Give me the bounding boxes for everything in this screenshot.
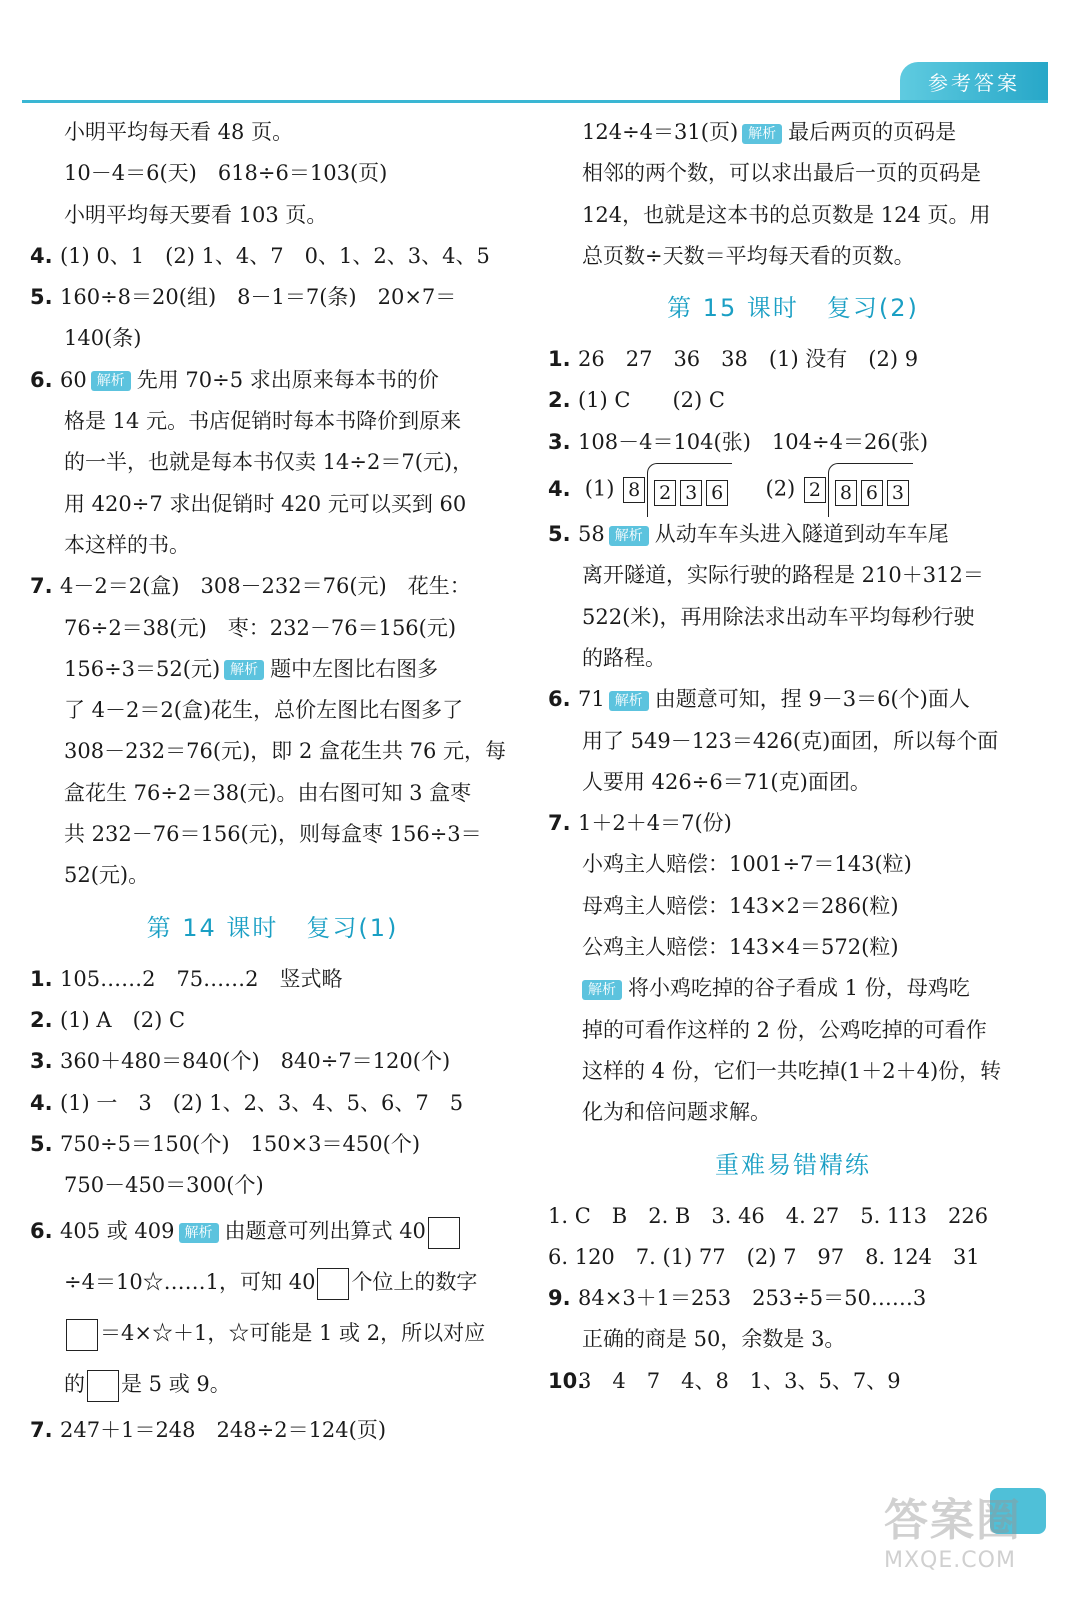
answer-text: 60 <box>60 367 87 392</box>
text-line: 140(条) <box>64 326 142 351</box>
analysis-tag: 解析 <box>609 691 649 711</box>
s14-question-5 <box>30 1124 515 1165</box>
question-number: 9. <box>548 1286 571 1311</box>
analysis-tag: 解析 <box>91 371 131 391</box>
division-bracket <box>828 463 913 517</box>
analysis-tag: 解析 <box>742 124 782 144</box>
hard-row-2: 6. 120 7. (1) 77 (2) 7 97 8. 124 31 <box>548 1244 980 1269</box>
answer-text: (1) A (2) C <box>60 1007 186 1032</box>
question-number: 10. <box>548 1368 586 1393</box>
left-column <box>30 112 515 1452</box>
answer-text: 108－4＝104(张) 104÷4＝26(张) <box>578 429 929 454</box>
question-number: 4. <box>548 476 571 501</box>
answer-text: (1) C (2) C <box>578 388 725 413</box>
answer-text: (1) 0、1 (2) 1、4、7 0、1、2、3、4、5 <box>60 243 490 268</box>
blank-box <box>317 1268 349 1300</box>
text-line: 小明平均每天看 48 页。 <box>64 120 294 144</box>
answer-text: 405 或 409 <box>60 1219 175 1244</box>
dividend-digit: 3 <box>887 480 909 506</box>
hard-row-1: 1. C B 2. B 3. 46 4. 27 5. 113 226 <box>548 1203 989 1228</box>
question-number: 6. <box>548 687 571 712</box>
blank-box <box>87 1370 119 1402</box>
analysis-tag: 解析 <box>582 980 622 1000</box>
question-number: 3. <box>548 429 571 454</box>
watermark-url: MXQE.COM <box>884 1548 1016 1573</box>
text-line: 小鸡主人赔偿：1001÷7＝143(粒) <box>582 852 912 877</box>
s15-question-7 <box>548 803 1038 844</box>
answer-text: 4－2＝2(盒) 308－232＝76(元) 花生： <box>60 574 471 599</box>
text-line: 化为和倍问题求解。 <box>582 1100 771 1125</box>
s15-question-3 <box>548 422 1038 463</box>
analysis-tag: 解析 <box>224 660 264 680</box>
question-number: 7. <box>548 811 571 836</box>
text-line: 308－232＝76(元)，即 2 盒花生共 76 元，每 <box>64 739 507 764</box>
text-line: 公鸡主人赔偿：143×4＝572(粒) <box>582 935 899 960</box>
blank-box <box>66 1319 98 1351</box>
hard-question-10 <box>548 1361 1038 1402</box>
text-line: 用了 549－123＝426(克)面团，所以每个面 <box>582 728 999 753</box>
text-line: 人要用 426÷6＝71(克)面团。 <box>582 769 871 794</box>
long-division-1 <box>621 463 732 517</box>
s14-question-3 <box>30 1041 515 1082</box>
analysis-text: 将小鸡吃掉的谷子看成 1 份，母鸡吃 <box>628 976 970 1001</box>
answer-text: 3 4 7 4、8 1、3、5、7、9 <box>578 1368 901 1393</box>
analysis-tag: 解析 <box>179 1223 219 1243</box>
division-bracket <box>647 463 732 517</box>
text-line: 750－450＝300(个) <box>64 1173 264 1198</box>
text-line: 522(米)，再用除法求出动车平均每秒行驶 <box>582 604 975 629</box>
text-line <box>30 649 515 690</box>
s14-question-2 <box>30 1000 515 1041</box>
answer-text: 750÷5＝150(个) 150×3＝450(个) <box>60 1131 421 1156</box>
text-line: 的 是 5 或 9。 <box>30 1359 515 1410</box>
s15-question-1 <box>548 339 1038 380</box>
text-line: 总页数÷天数＝平均每天看的页数。 <box>582 243 915 268</box>
text-line: 离开隧道，实际行驶的路程是 210＋312＝ <box>582 563 984 588</box>
dividend-digit: 6 <box>706 480 728 506</box>
hard-question-9 <box>548 1278 1038 1319</box>
question-number: 6. <box>30 367 53 392</box>
divisor-digit: 2 <box>804 477 826 503</box>
text-line: 124，也就是这本书的总页数是 124 页。用 <box>582 202 991 227</box>
analysis-text: 题中左图比右图多 <box>270 656 439 681</box>
section-title-hard: 重难易错精练 <box>715 1150 871 1179</box>
analysis-tag: 解析 <box>609 526 649 546</box>
question-number: 5. <box>30 1131 53 1156</box>
question-number: 2. <box>548 388 571 413</box>
header-rule <box>22 100 1048 103</box>
s15-question-5 <box>548 514 1038 555</box>
right-column <box>548 112 1038 1402</box>
analysis-text: 最后两页的页码是 <box>788 120 957 144</box>
text-line: 这样的 4 份，它们一共吃掉(1＋2＋4)份，转 <box>582 1058 1002 1083</box>
answer-text: 58 <box>578 522 605 547</box>
text-line <box>548 968 1038 1009</box>
divisor-digit: 8 <box>623 477 645 503</box>
dividend-digit: 6 <box>861 480 883 506</box>
s14-question-1 <box>30 959 515 1000</box>
answer-text: (1) 一 3 (2) 1、2、3、4、5、6、7 5 <box>60 1090 464 1115</box>
text-line: 格是 14 元。书店促销时每本书降价到原来 <box>64 409 462 434</box>
s14-question-7 <box>30 1410 515 1451</box>
text-line: 用 420÷7 求出促销时 420 元可以买到 60 <box>64 491 467 516</box>
answer-text: 84×3＋1＝253 253÷5＝50……3 <box>578 1286 927 1311</box>
answer-text: 156÷3＝52(元) <box>64 656 221 681</box>
analysis-text: 由题意可知，捏 9－3＝6(个)面人 <box>654 687 970 712</box>
text-line: 了 4－2＝2(盒)花生，总价左图比右图多了 <box>64 698 464 723</box>
answer-text: 71 <box>578 687 605 712</box>
s14-question-4 <box>30 1083 515 1124</box>
text-line: 小明平均每天要看 103 页。 <box>64 202 328 227</box>
question-5 <box>30 277 515 318</box>
question-number: 4. <box>30 1090 53 1115</box>
text-line: 相邻的两个数，可以求出最后一页的页码是 <box>582 161 981 186</box>
watermark <box>884 1484 1064 1574</box>
answer-text: 360＋480＝840(个) 840÷7＝120(个) <box>60 1049 451 1074</box>
answer-text: 26 27 36 38 (1) 没有 (2) 9 <box>578 347 919 372</box>
answer-text: 124÷4＝31(页) <box>582 120 739 144</box>
analysis-text: 由题意可列出算式 40 <box>224 1219 426 1244</box>
answer-text: 1＋2＋4＝7(份) <box>578 811 732 836</box>
text-line: 52(元)。 <box>64 863 150 888</box>
watermark-logo: 答案圈 <box>884 1495 1022 1546</box>
question-number: 1. <box>548 347 571 372</box>
analysis-text: 先用 70÷5 求出原来每本书的价 <box>136 367 439 392</box>
part-label: (2) <box>765 476 796 501</box>
dividend-digit: 2 <box>654 480 676 506</box>
question-7 <box>30 566 515 607</box>
question-number: 7. <box>30 574 53 599</box>
dividend-digit: 3 <box>680 480 702 506</box>
answer-text: 105……2 75……2 竖式略 <box>60 966 343 991</box>
question-4 <box>30 236 515 277</box>
blank-box <box>428 1217 460 1249</box>
section-title-15: 第 15 课时 复习(2) <box>667 294 919 323</box>
s15-question-2 <box>548 380 1038 421</box>
text-line: 本这样的书。 <box>64 532 190 557</box>
analysis-text: 从动车车头进入隧道到动车车尾 <box>654 522 949 547</box>
text-line: 76÷2＝38(元) 枣：232－76＝156(元) <box>64 615 457 640</box>
text-line: 掉的可看作这样的 2 份，公鸡吃掉的可看作 <box>582 1017 987 1042</box>
s15-question-4 <box>548 463 1038 514</box>
section-title-14: 第 14 课时 复习(1) <box>146 913 399 942</box>
question-6 <box>30 360 515 401</box>
answer-text: 247＋1＝248 248÷2＝124(页) <box>60 1418 387 1443</box>
text-line: 母鸡主人赔偿：143×2＝286(粒) <box>582 893 899 918</box>
question-number: 1. <box>30 966 53 991</box>
question-number: 6. <box>30 1219 53 1244</box>
s15-question-6 <box>548 679 1038 720</box>
question-number: 5. <box>30 285 53 310</box>
text-line: 盒花生 76÷2＝38(元)。由右图可知 3 盒枣 <box>64 780 472 805</box>
question-number: 2. <box>30 1007 53 1032</box>
text-line <box>548 112 1038 153</box>
question-number: 7. <box>30 1418 53 1443</box>
header-tab: 参考答案 <box>900 62 1048 100</box>
dividend-digit: 8 <box>835 480 857 506</box>
text-line: 正确的商是 50，余数是 3。 <box>582 1327 846 1352</box>
text-line: 10－4＝6(天) 618÷6＝103(页) <box>64 161 388 186</box>
question-number: 4. <box>30 243 53 268</box>
text-line: 的路程。 <box>582 645 666 670</box>
long-division-2 <box>802 463 913 517</box>
text-line: 共 232－76＝156(元)，则每盒枣 156÷3＝ <box>64 822 482 847</box>
text-line: 的一半，也就是每本书仅卖 14÷2＝7(元)， <box>64 450 474 475</box>
question-number: 5. <box>548 522 571 547</box>
text-line: ÷4＝10☆……1，可知 40 个位上的数字 <box>30 1257 515 1308</box>
part-label: (1) <box>584 476 615 501</box>
answer-text: 160÷8＝20(组) 8－1＝7(条) 20×7＝ <box>60 285 457 310</box>
s14-question-6 <box>30 1206 515 1257</box>
text-line: ＝4×☆＋1，☆可能是 1 或 2，所以对应 <box>30 1308 515 1359</box>
question-number: 3. <box>30 1049 53 1074</box>
